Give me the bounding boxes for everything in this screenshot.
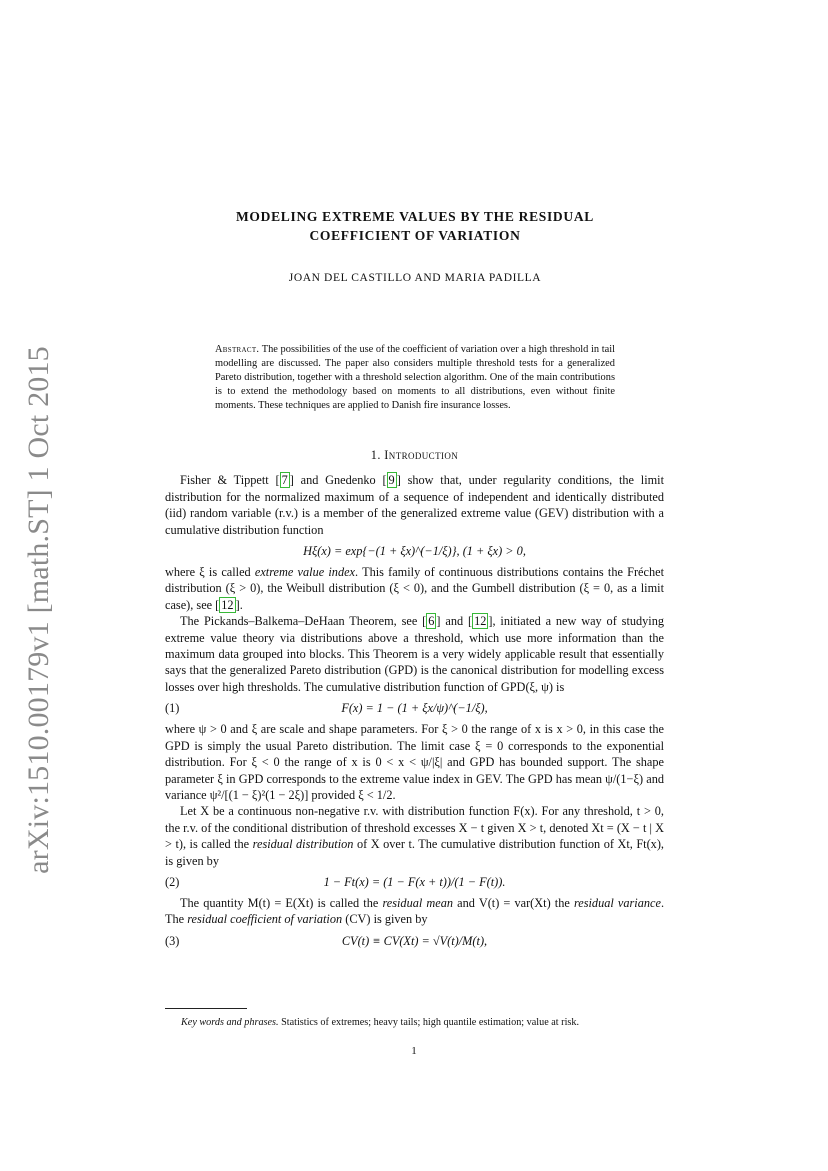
text: of X over t. The cumulative distribution function of Xt, Ft(x), is given by [165, 837, 664, 868]
text: The Pickands–Balkema–DeHaan Theorem, see [180, 614, 418, 629]
citation-link[interactable]: 6 [428, 614, 435, 629]
text: Let X be a continuous non-negative r.v. with distribution function F(x). For any threshold, t > 0, the r.v. of the conditional distribution of threshold excesses X − t given X > t, denoted Xt = (X − t | X > t), is called the [165, 804, 664, 852]
abstract-text: The possibilities of the use of the coefficient of variation over a high threshold in tail modelling are discussed. The paper also considers multiple threshold tests for a generalized Pareto distribution, together with a threshold selection algorithm. One of the main contributions is to extend the methodology based on moments to all distributions, even without finite moments. These techniques are applied to Danish fire insurance losses. [215, 344, 615, 411]
footnote [165, 1016, 664, 1030]
text: and [445, 614, 464, 629]
equation-number: (1) [165, 701, 180, 716]
footnote-text: Statistics of extremes; heavy tails; high quantile estimation; value at risk. [281, 1017, 580, 1028]
citation-link[interactable]: 12 [474, 614, 487, 629]
text: and V(t) = var(Xt) the [457, 895, 570, 910]
paper-title [120, 207, 710, 245]
paragraph-1: Fisher & Tippett [ 7 ] and Gnedenko [ 9 ] show that, under regularity conditions, the limit distribution for the normalized maximum of a sequence of independent and identically distributed (iid) random variable (r.v.) is a member of the generalized extreme value (GEV) distribution with a cumulative distribution function [165, 473, 665, 537]
footnote-label: Key words and phrases. [181, 1017, 279, 1028]
text: The quantity M(t) = E(Xt) is called the [180, 895, 379, 910]
paragraph-6 [165, 895, 664, 928]
equation-1 [165, 697, 664, 719]
text: and Gnedenko [300, 473, 376, 488]
text: . [239, 597, 243, 612]
paragraph-3: The Pickands–Balkema–DeHaan Theorem, see [ 6 ] and [ 12 ], initiated a new way of studying extreme value theory via distributions above a threshold, which use more information than the maximum data grouped into blocks. This Theorem is a very widely applicable result that essentially says that the generalized Pareto distribution (GPD) is the canonical distribution for modelling excess losses over high thresholds. The cumulative distribution function of GPD(ξ, ψ) is [165, 614, 665, 694]
emphasis: residual distribution [252, 837, 354, 852]
equation-3 [165, 930, 664, 952]
citation-link[interactable]: 12 [221, 597, 234, 612]
arxiv-sidebar [14, 346, 64, 874]
equation-gev [165, 540, 664, 562]
equation-text: CV(t) ≡ CV(Xt) = √V(t)/M(t), [341, 933, 488, 948]
title-line-2: COEFFICIENT OF VARIATION [309, 228, 521, 243]
equation-text: 1 − Ft(x) = (1 − F(x + t))/(1 − F(t)). [323, 874, 506, 889]
abstract [215, 343, 615, 413]
page-number: 1 [411, 1045, 417, 1057]
paragraph-2: where ξ is called extreme value index. This family of continuous distributions contains the Fréchet distribution (ξ > 0), the Weibull distribution (ξ < 0), and the Gumbell distribution (ξ = 0, as a limit case), see [ 12 ]. [165, 565, 664, 612]
authors: JOAN DEL CASTILLO AND MARIA PADILLA [288, 272, 542, 284]
arxiv-identifier: arXiv:1510.00179v1 [math.ST] 1 Oct 2015 [22, 346, 55, 874]
title-line-1: MODELING EXTREME VALUES BY THE RESIDUAL [235, 209, 594, 224]
citation-link[interactable]: 7 [281, 473, 288, 488]
footnote-rule [165, 1008, 247, 1009]
equation-text: F(x) = 1 − (1 + ξx/ψ)^(−1/ξ), [341, 701, 488, 716]
paragraph-4: where ψ > 0 and ξ are scale and shape parameters. For ξ > 0 the range of x is x > 0, in this case the GPD is simply the usual Pareto distribution. The limit case ξ = 0 corresponds to the exponential distribution. For ξ < 0 the range of x is 0 < x < ψ/|ξ| and GPD has bounded support. The shape parameter ξ in GPD corresponds to the extreme value index in GEV. The GPD has mean ψ/(1−ξ) and variance ψ²/[(1 − ξ)²(1 − 2ξ)] provided ξ < 1/2. [165, 722, 664, 802]
text: Fisher & Tippett [180, 473, 269, 488]
text: . The [165, 895, 665, 927]
text: , initiated a new way of studying extreme value theory via distributions above a threshold, which use more information than the maximum data grouped into blocks. This Theorem is a very widely applicable result that essentially says that the generalized Pareto distribution (GPD) is the canonical distribution for modelling excess losses over high thresholds. The cumulative distribution function of GPD(ξ, ψ) is [165, 614, 665, 694]
emphasis: residual mean [382, 895, 454, 910]
text: (CV) is given by [345, 912, 428, 927]
section-heading-introduction: 1. Introduction [370, 448, 459, 462]
emphasis: residual coefficient of variation [187, 912, 343, 927]
emphasis: extreme value index [254, 565, 356, 580]
emphasis: residual variance [573, 895, 661, 910]
text: where ξ is called [165, 565, 251, 580]
abstract-label: Abstract. [215, 344, 260, 355]
text: . This family of continuous distributions contains the Fréchet distribution (ξ > 0), the Weibull distribution (ξ < 0), and the Gumbell distribution (ξ = 0, as a limit case), see [165, 565, 664, 612]
paragraph-5 [165, 803, 664, 869]
equation-number: (2) [165, 874, 180, 889]
citation-link[interactable]: 9 [388, 473, 395, 488]
equation-text: Hξ(x) = exp{−(1 + ξx)^(−1/ξ)}, (1 + ξx) > 0, [303, 544, 526, 559]
main-body [165, 447, 664, 954]
text: show that, under regularity conditions, the limit distribution for the normalized maximum of a sequence of independent and identically distributed (iid) random variable (r.v.) is a member of the generalized extreme value (GEV) distribution with a cumulative distribution function [165, 473, 665, 537]
equation-number: (3) [165, 933, 180, 948]
equation-2 [165, 871, 664, 893]
